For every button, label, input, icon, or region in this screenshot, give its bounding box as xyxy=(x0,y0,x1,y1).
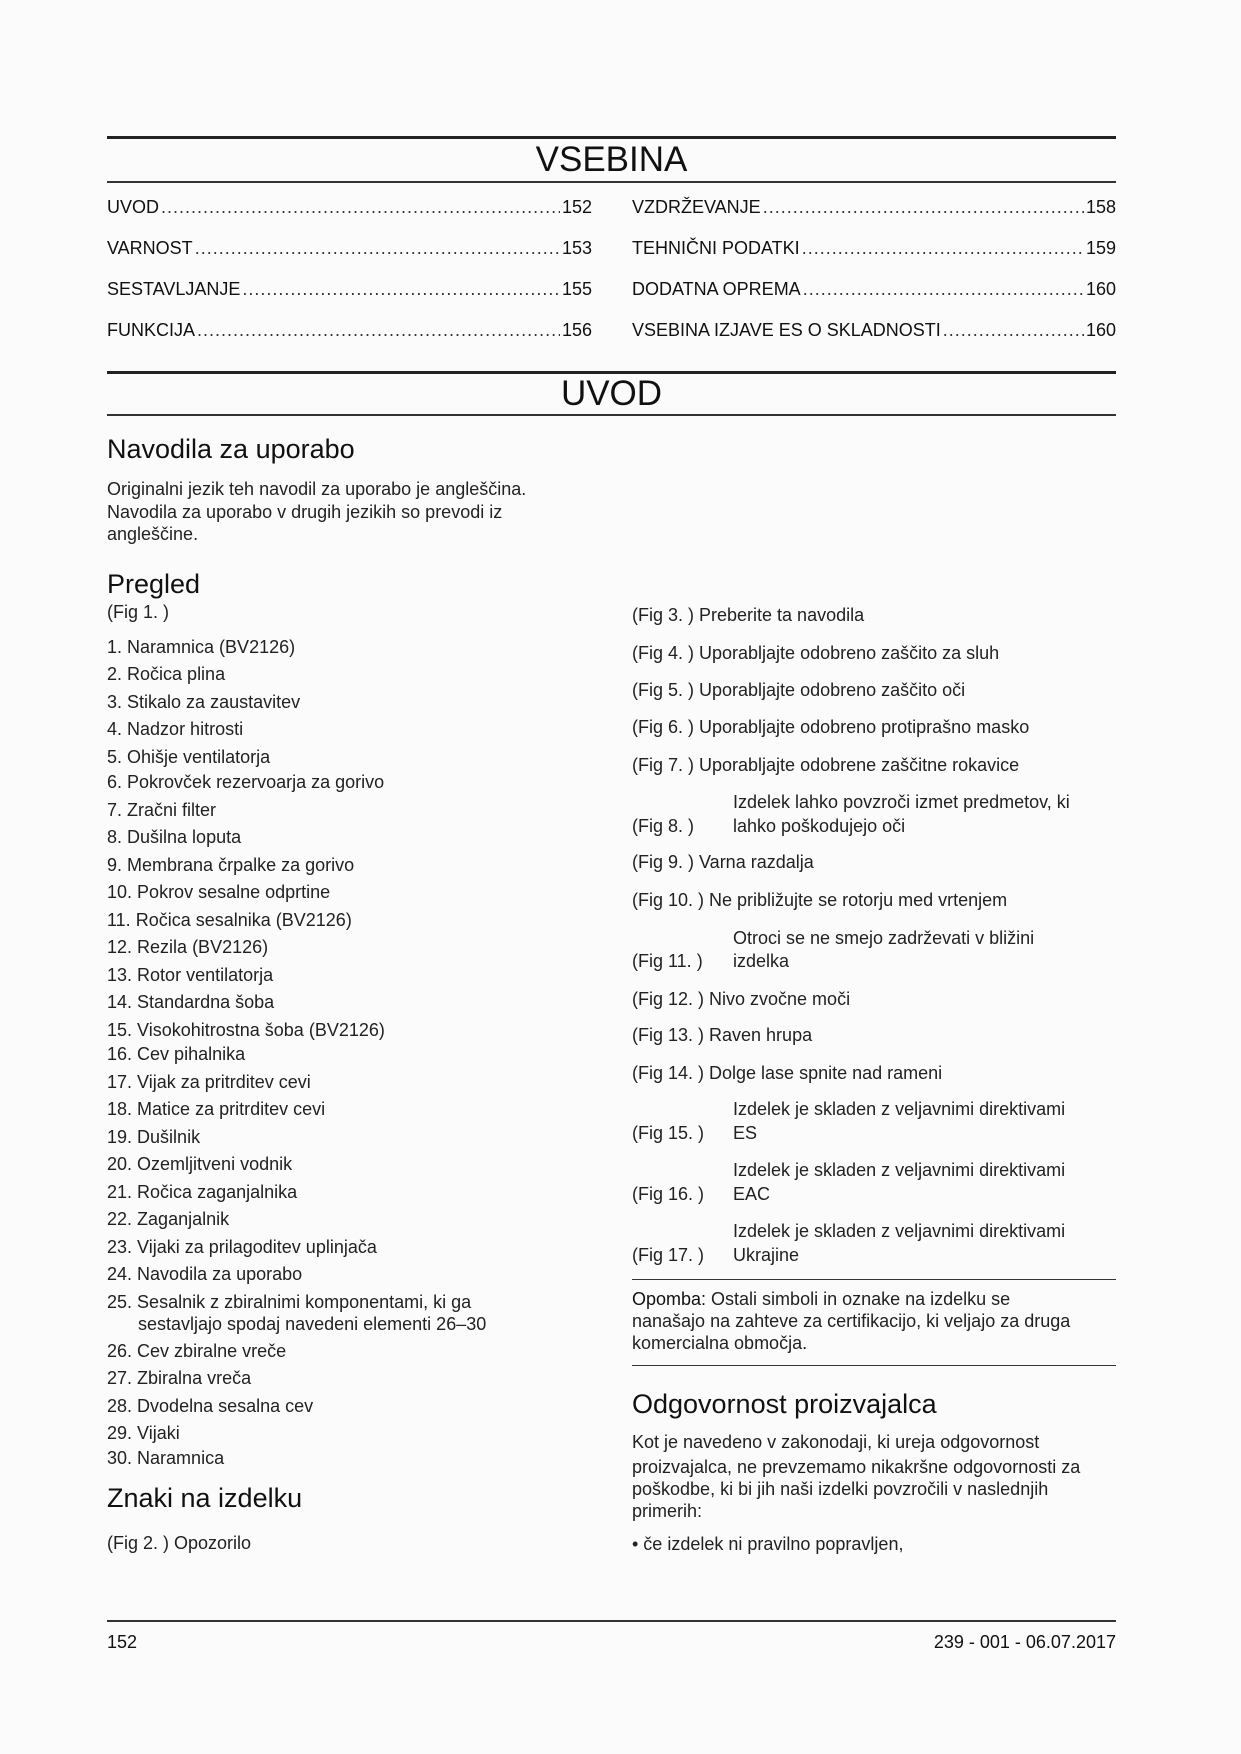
document-code: 239 - 001 - 06.07.2017 xyxy=(933,1632,1116,1652)
note-text-line: nanašajo na zahteve za certifikacijo, ki veljajo za druga xyxy=(632,1311,1071,1331)
parts-list-item: 11. Ročica sesalnika (BV2126) xyxy=(107,910,352,930)
parts-list-item: 8. Dušilna loputa xyxy=(107,827,242,847)
parts-list-item: 17. Vijak za pritrditev cevi xyxy=(107,1072,311,1092)
symbol-fig-3: (Fig 3. ) Preberite ta navodila xyxy=(632,605,865,625)
symbol-fig-11: (Fig 11. ) Otroci se ne smejo zadrževati v bližini izdelka xyxy=(632,928,1035,971)
parts-list-item: 28. Dvodelna sesalna cev xyxy=(107,1396,314,1416)
parts-list-item: 6. Pokrovček rezervoarja za gorivo xyxy=(107,772,385,792)
section-rule-bottom xyxy=(107,414,1116,416)
liability-text-line: primerih: xyxy=(632,1501,703,1521)
parts-list-item: 16. Cev pihalnika xyxy=(107,1044,246,1064)
parts-list-item: 1. Naramnica (BV2126) xyxy=(107,637,296,657)
symbol-fig-13: (Fig 13. ) Raven hrupa xyxy=(632,1025,813,1045)
note-text-line: komercialna območja. xyxy=(632,1333,808,1353)
parts-list-item: 22. Zaganjalnik xyxy=(107,1209,230,1229)
toc-rule-top xyxy=(107,136,1116,139)
symbol-fig-12: (Fig 12. ) Nivo zvočne moči xyxy=(632,989,851,1009)
parts-list-item: 10. Pokrov sesalne odprtine xyxy=(107,882,331,902)
parts-list-item: 21. Ročica zaganjalnika xyxy=(107,1182,298,1202)
manual-text-line: Originalni jezik teh navodil za uporabo je angleščina. xyxy=(107,479,527,499)
parts-list-item: 5. Ohišje ventilatorja xyxy=(107,747,271,767)
note-rule-top xyxy=(632,1279,1116,1280)
liability-text-line: poškodbe, ki bi jih naši izdelki povzročili v naslednjih xyxy=(632,1479,1049,1499)
note-rule-bottom xyxy=(632,1365,1116,1366)
parts-list-item: 30. Naramnica xyxy=(107,1448,225,1468)
symbol-fig-17: (Fig 17. ) Izdelek je skladen z veljavnimi direktivami Ukrajine xyxy=(632,1221,1066,1265)
parts-list-item: 24. Navodila za uporabo xyxy=(107,1264,303,1284)
symbol-fig-5: (Fig 5. ) Uporabljajte odobreno zaščito oči xyxy=(632,680,966,700)
parts-list-item: 13. Rotor ventilatorja xyxy=(107,965,274,985)
symbol-fig-6: (Fig 6. ) Uporabljajte odobreno protiprašno masko xyxy=(632,717,1030,737)
parts-list-item: 27. Zbiralna vreča xyxy=(107,1368,252,1388)
liability-bullet: • če izdelek ni pravilno popravljen, xyxy=(632,1534,904,1554)
parts-list-item: 14. Standardna šoba xyxy=(107,992,275,1012)
parts-list-item: 7. Zračni filter xyxy=(107,800,217,820)
parts-list-item: 26. Cev zbiralne vreče xyxy=(107,1341,287,1361)
parts-list-item: 2. Ročica plina xyxy=(107,664,226,684)
parts-list-item: 3. Stikalo za zaustavitev xyxy=(107,692,301,712)
parts-list-item: 29. Vijaki xyxy=(107,1423,180,1443)
parts-list-item: 20. Ozemljitveni vodnik xyxy=(107,1154,293,1174)
toc-entry-varnost[interactable]: VARNOST ..... 153 xyxy=(107,238,592,259)
parts-list-item-continuation: sestavljajo spodaj navedeni elementi 26–30 xyxy=(138,1314,487,1334)
symbol-fig-16: (Fig 16. ) Izdelek je skladen z veljavnimi direktivami EAC xyxy=(632,1160,1066,1204)
symbol-fig-2: (Fig 2. ) Opozorilo xyxy=(107,1533,252,1553)
overview-heading: Pregled xyxy=(107,569,201,599)
manual-text-line: angleščine. xyxy=(107,524,199,544)
symbol-fig-7: (Fig 7. ) Uporabljajte odobrene zaščitne rokavice xyxy=(632,755,1020,775)
symbol-fig-10: (Fig 10. ) Ne približujte se rotorju med vrtenjem xyxy=(632,890,1008,910)
liability-text-line: proizvajalca, ne prevzemamo nikakršne odgovornosti za xyxy=(632,1457,1081,1477)
toc-entry-vzdrzevanje[interactable]: VZDRŽEVANJE ..... 158 xyxy=(632,197,1116,218)
toc-entry-uvod[interactable]: UVOD ..... 152 xyxy=(107,197,592,218)
symbols-heading: Znaki na izdelku xyxy=(107,1483,303,1513)
footer-rule xyxy=(107,1620,1116,1622)
toc-rule-bottom xyxy=(107,181,1116,183)
section-title: UVOD xyxy=(560,374,663,413)
toc-title: VSEBINA xyxy=(535,140,688,179)
parts-list-item: 23. Vijaki za prilagoditev uplinjača xyxy=(107,1237,377,1257)
parts-list-item: 4. Nadzor hitrosti xyxy=(107,719,244,739)
page-number: 152 xyxy=(107,1632,138,1652)
liability-text-line: Kot je navedeno v zakonodaji, ki ureja odgovornost xyxy=(632,1432,1040,1452)
overview-fig-ref: (Fig 1. ) xyxy=(107,602,170,622)
note-text: Opomba: Ostali simboli in oznake na izdelku se xyxy=(632,1289,1011,1309)
note-label: Opomba: xyxy=(632,1289,707,1309)
symbol-fig-9: (Fig 9. ) Varna razdalja xyxy=(632,852,814,872)
symbol-fig-4: (Fig 4. ) Uporabljajte odobreno zaščito za sluh xyxy=(632,643,1000,663)
parts-list-item: 25. Sesalnik z zbiralnimi komponentami, ki ga xyxy=(107,1292,472,1312)
manual-text-line: Navodila za uporabo v drugih jezikih so prevodi iz xyxy=(107,502,503,522)
toc-entry-dodatna-oprema[interactable]: DODATNA OPREMA ..... 160 xyxy=(632,279,1116,300)
parts-list-item: 19. Dušilnik xyxy=(107,1127,201,1147)
symbol-fig-15: (Fig 15. ) Izdelek je skladen z veljavnimi direktivami ES xyxy=(632,1099,1066,1143)
toc-entry-sestavljanje[interactable]: SESTAVLJANJE ..... 155 xyxy=(107,279,592,300)
parts-list-item: 12. Rezila (BV2126) xyxy=(107,937,269,957)
symbol-fig-8: (Fig 8. ) Izdelek lahko povzroči izmet predmetov, ki lahko poškodujejo oči xyxy=(632,792,1070,836)
symbol-fig-14: (Fig 14. ) Dolge lase spnite nad rameni xyxy=(632,1063,943,1083)
toc-entry-izjava-es[interactable]: VSEBINA IZJAVE ES O SKLADNOSTI ..... 160 xyxy=(632,320,1116,341)
manual-heading: Navodila za uporabo xyxy=(107,434,355,464)
parts-list-item: 9. Membrana črpalke za gorivo xyxy=(107,855,355,875)
toc-entry-tehnicni-podatki[interactable]: TEHNIČNI PODATKI ..... 159 xyxy=(632,238,1116,259)
toc-entry-funkcija[interactable]: FUNKCIJA ..... 156 xyxy=(107,320,592,341)
parts-list-item: 18. Matice za pritrditev cevi xyxy=(107,1099,326,1119)
parts-list-item: 15. Visokohitrostna šoba (BV2126) xyxy=(107,1020,385,1040)
liability-heading: Odgovornost proizvajalca xyxy=(632,1389,937,1419)
